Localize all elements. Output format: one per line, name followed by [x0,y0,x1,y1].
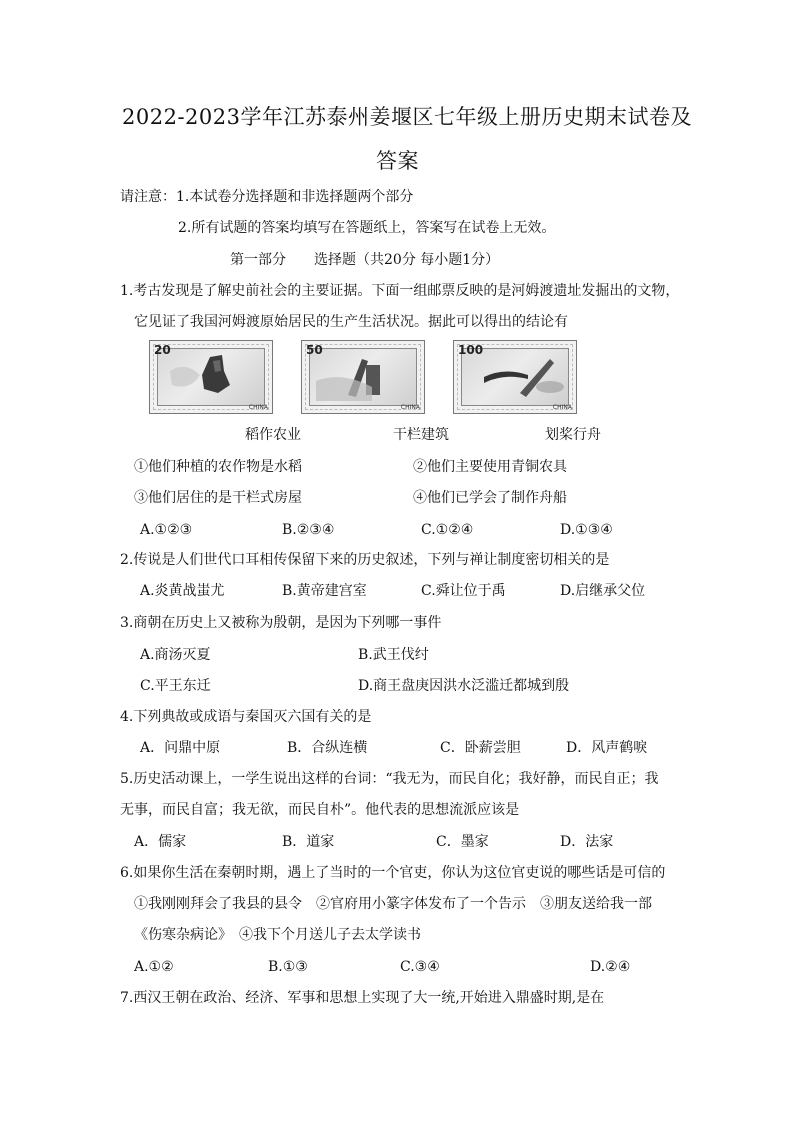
part1-description: 选择题（共20分 每小题1分） [314,252,500,268]
document-title-line2: 答案 [376,149,419,173]
q3-option-b: B.武王伐纣 [358,647,429,663]
q5-option-c: C．墨家 [436,834,489,850]
q4-option-a: A．问鼎中原 [140,740,221,756]
q1-statement-1: ①他们种植的农作物是水稻 [134,459,302,475]
q7-stem: 7.西汉王朝在政治、经济、军事和思想上实现了大一统,开始进入鼎盛时期,是在 [120,990,605,1006]
document-title-line1: 2022-2023学年江苏泰州姜堰区七年级上册历史期末试卷及 [122,105,692,129]
q5-option-b: B．道家 [282,834,335,850]
stamp-country: CHINA [248,404,268,411]
q1-stem-line1: 1.考古发现是了解史前社会的主要证据。下面一组邮票反映的是河姆渡遗址发掘出的文物， [120,283,680,299]
q6-stem: 6.如果你生活在秦朝时期，遇上了当时的一个官吏，你认为这位官吏说的哪些话是可信的 [120,865,666,881]
stamp-denomination: 50 [306,343,323,357]
notice-line2: 2.所有试题的答案均填写在答题纸上，答案写在试卷上无效。 [178,220,556,236]
q5-stem-line1: 5.历史活动课上，一学生说出这样的台词：“我无为，而民自化；我好静，而民自正；我 [120,771,659,787]
q2-option-c: C.舜让位于禹 [421,583,506,599]
q2-stem: 2.传说是人们世代口耳相传保留下来的历史叙述，下列与禅让制度密切相关的是 [120,552,610,568]
q4-stem: 4.下列典故或成语与秦国灭六国有关的是 [120,709,372,725]
q1-statement-3: ③他们居住的是干栏式房屋 [134,490,302,506]
stamp-paddle [453,340,577,414]
q6-statements-line1: ①我刚刚拜会了我县的县令 ②官府用小篆字体发布了一个告示 ③朋友送给我一部 [134,896,652,912]
stamp-denomination: 20 [154,343,171,357]
q1-option-b: B.②③④ [282,522,335,538]
q3-stem: 3.商朝在历史上又被称为殷朝，是因为下列哪一事件 [120,615,442,631]
notice-line1: 请注意：1.本试卷分选择题和非选择题两个部分 [120,189,414,205]
q1-statement-2: ②他们主要使用青铜农具 [413,459,567,475]
q1-option-c: C.①②④ [421,522,474,538]
stamp-country: CHINA [552,404,572,411]
q6-option-a: A.①② [134,959,174,975]
stamp-caption: 稻作农业 [245,427,301,443]
q5-stem-line2: 无事，而民自富；我无欲，而民自朴”。他代表的思想流派应该是 [120,802,520,818]
q1-stem-line2: 它见证了我国河姆渡原始居民的生产生活状况。据此可以得出的结论有 [134,314,568,330]
q4-option-d: D．风声鹤唳 [566,740,648,756]
stamp-caption: 划桨行舟 [545,427,601,443]
q6-option-d: D.②④ [590,959,631,975]
q1-option-a: A.①②③ [140,522,193,538]
q2-option-a: A.炎黄战蚩尤 [140,583,225,599]
q2-option-d: D.启继承父位 [560,583,646,599]
stamp-stilt-wood [301,340,425,414]
q6-statements-line2: 《伤寒杂病论》 ④我下个月送儿子去太学读书 [134,927,421,943]
q3-option-c: C.平王东迁 [140,678,211,694]
q4-option-c: C．卧薪尝胆 [440,740,521,756]
q2-option-b: B.黄帝建宫室 [282,583,367,599]
q5-option-d: D．法家 [560,834,614,850]
q3-option-d: D.商王盘庚因洪水泛滥迁都城到殷 [358,678,570,694]
stamp-country: CHINA [400,404,420,411]
q6-option-b: B.①③ [268,959,308,975]
q3-option-a: A.商汤灭夏 [140,647,211,663]
q5-option-a: A．儒家 [134,834,187,850]
stamp-bone-hoe [149,340,273,414]
q4-option-b: B．合纵连横 [287,740,368,756]
q1-option-d: D.①③④ [560,522,613,538]
stamp-denomination: 100 [458,343,484,357]
q1-statement-4: ④他们已学会了制作舟船 [413,490,567,506]
stamp-caption: 干栏建筑 [393,427,449,443]
part1-label: 第一部分 [230,252,286,268]
q6-option-c: C.③④ [400,959,440,975]
